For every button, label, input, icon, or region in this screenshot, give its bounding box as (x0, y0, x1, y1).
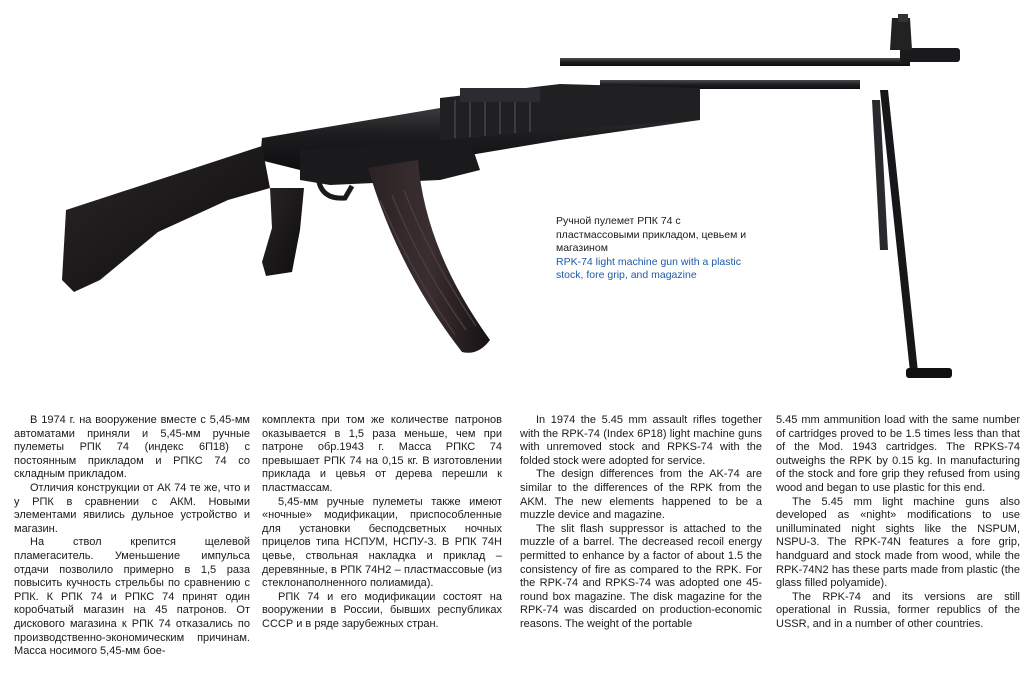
text-column-english-1 (520, 414, 762, 632)
figure-caption (556, 215, 766, 283)
paragraph: 5,45-мм ручные пулеметы также имеют «ночные» модификации, приспособленные для установки бесподсветных ночных прицелов типа НСПУМ, НСПУ-3. В РПК 74Н цевье, ствольная накладка и приклад – деревянные, в РПК 74Н2 – пластмассовые (из стеклонаполненного полиамида). (262, 495, 502, 590)
barrel (560, 14, 960, 89)
text-column-english-2 (776, 414, 1020, 632)
pistol-grip (262, 188, 304, 276)
paragraph: The design differences from the AK-74 are similar to the differences of the RPK from the AKM. The new elements happened to be a muzzle device and magazine. (520, 468, 762, 522)
paragraph: На ствол крепится щелевой пламегаситель. Уменьшение импульса отдачи позволило примерно в 1,5 раза повысить кучность стрельбы по сравнению с РПК. К РПК 74 и РПКС 74 принят один коробчатый магазин на 45 патронов. От дискового магазина к РПК 74 отказались по производственно-экономическим причинам. Масса носимого 5,45-мм бое- (14, 536, 250, 658)
text-column-russian-2 (262, 414, 502, 632)
magazine (368, 160, 490, 353)
paragraph: Отличия конструкции от АК 74 те же, что и у РПК в сравнении с АКМ. Новыми элементами явились дульное устройство и магазин. (14, 481, 250, 535)
paragraph: 5.45 mm ammunition load with the same number of cartridges proved to be 1.5 times less than that of the Mod. 1943 cartridges. The RPKS-74 outweighs the RPK by 0.15 kg. In manufacturing of the stock and fore grip they refused from using wood and began to use plastic for this end. (776, 414, 1020, 494)
receiver (260, 84, 700, 198)
paragraph: In 1974 the 5.45 mm assault rifles together with the RPK-74 (Index 6P18) light machine guns with unremoved stock and RPKS-74 with the folded stock were adopted for service. (520, 414, 762, 467)
stock (62, 146, 270, 292)
paragraph: В 1974 г. на вооружение вместе с 5,45-мм автоматами приняли и 5,45-мм ручные пулеметы РПК 74 (индекс 6П18) с постоянным прикладом и РПКС 74 со складным прикладом. (14, 414, 250, 481)
paragraph: РПК 74 и его модификации состоят на вооружении в России, бывших республиках СССР и в ряде зарубежных стран. (262, 590, 502, 630)
paragraph: The RPK-74 and its versions are still operational in Russia, former republics of the USSR, and in a number of other countries. (776, 590, 1020, 630)
paragraph: комплекта при том же количестве патронов оказывается в 1,5 раза меньше, чем при патроне обр.1943 г. Масса РПКС 74 превышает РПК 74 на 0,15 кг. В изготовлении приклада и цевья от дерева перешли к пластмассам. (262, 414, 502, 494)
text-column-russian-1 (14, 414, 250, 659)
paragraph: The slit flash suppressor is attached to the muzzle of a barrel. The decreased recoil energy permitted to enhance by a factor of about 1.5 the consistency of fire as compared to the RPK. For the RPK-74 and RPKS-74 was adopted one 45-round box magazine. The disk magazine for the RPK-74 was discarded on production-economic reasons. The weight of the portable (520, 522, 762, 630)
paragraph: The 5.45 mm light machine guns also developed as «night» modifications to use unilluminated night sights like the NSPUM, NSPU-3. The RPK-74N features a fore grip, handguard and stock made from wood, while the RPK-74N2 has these parts made from plastic (the glass filled polyamide). (776, 495, 1020, 590)
bipod (872, 90, 952, 378)
caption-english: RPK-74 light machine gun with a plastic stock, fore grip, and magazine (556, 255, 742, 281)
caption-russian: Ручной пулемет РПК 74 с пластмассовыми прикладом, цевьем и магазином (556, 215, 747, 254)
